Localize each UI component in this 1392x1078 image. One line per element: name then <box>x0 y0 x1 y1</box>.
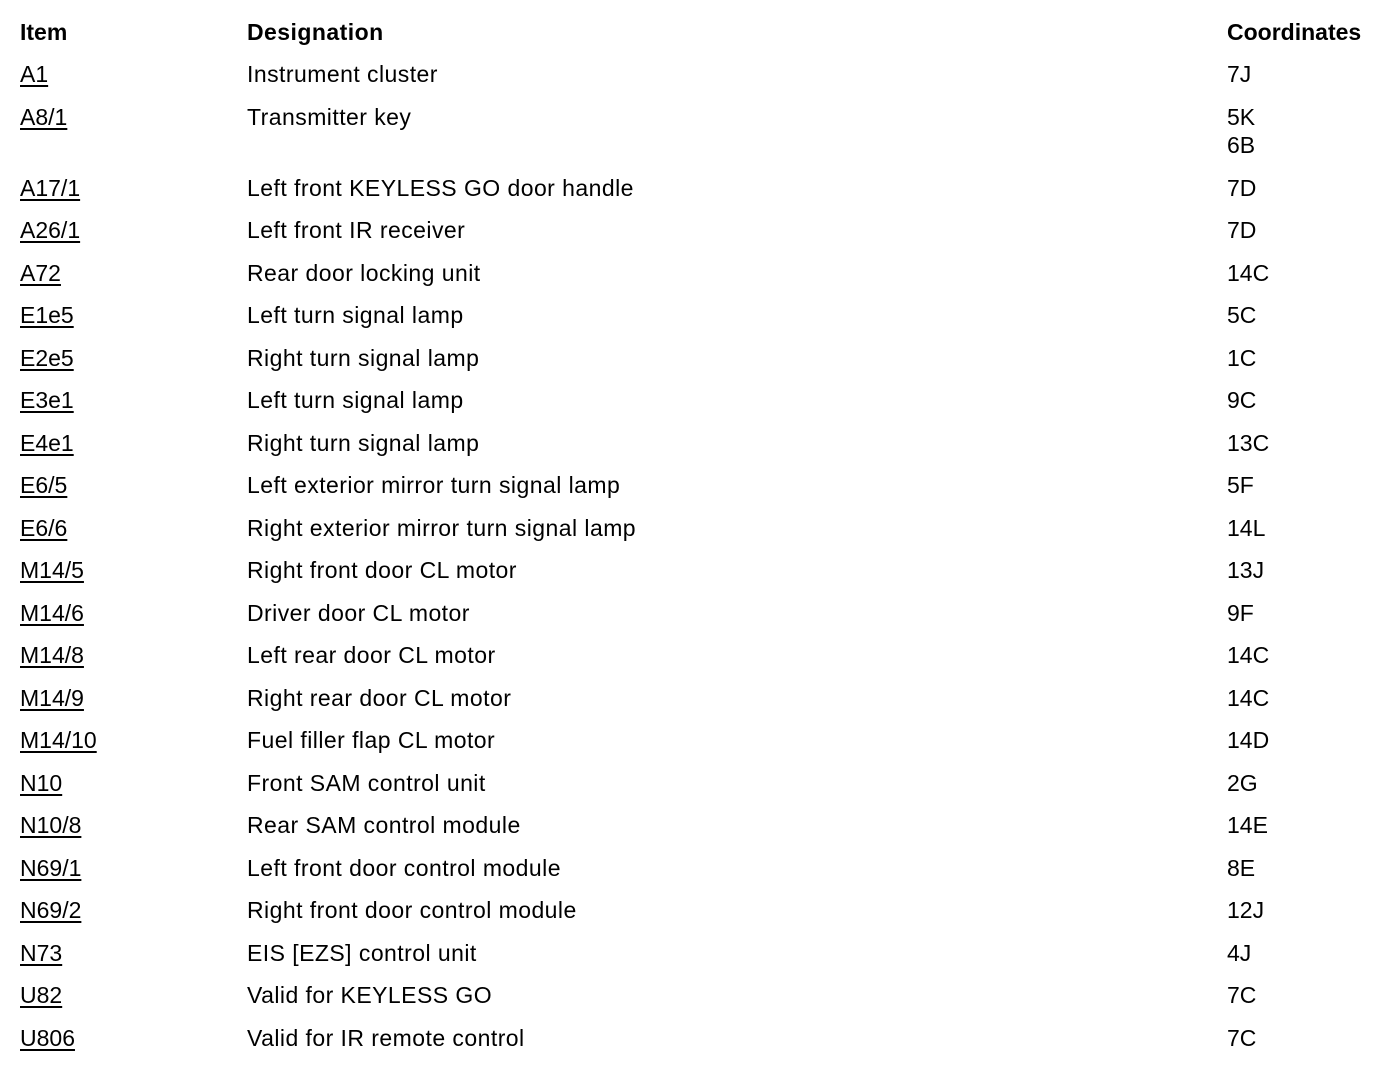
designation-cell: Fuel filler flap CL motor <box>247 727 496 753</box>
item-link[interactable]: E6/5 <box>20 472 68 498</box>
coordinate-value: 12J <box>1227 897 1265 923</box>
designation-cell: Rear door locking unit <box>247 259 481 286</box>
coordinates-cell <box>1227 344 1387 372</box>
designation-cell: Right rear door CL motor <box>247 684 512 711</box>
designation-cell: Right turn signal lamp <box>247 344 480 371</box>
table-row <box>20 301 1380 344</box>
item-cell <box>20 641 240 669</box>
table-row <box>20 981 1380 1024</box>
table-row <box>20 811 1380 854</box>
coordinate-value: 8E <box>1227 854 1256 881</box>
item-link[interactable]: E6/6 <box>20 514 68 541</box>
coordinate-value: 5F <box>1227 472 1254 498</box>
coordinates-cell <box>1227 769 1387 797</box>
designation-cell: Instrument cluster <box>247 61 438 87</box>
item-cell <box>20 981 240 1009</box>
table-row <box>20 103 1380 174</box>
table-row <box>20 896 1380 939</box>
coordinate-value: 14C <box>1227 259 1270 286</box>
header-coordinates: Coordinates <box>1227 19 1362 45</box>
designation-cell: Valid for KEYLESS GO <box>247 982 493 1008</box>
item-cell <box>20 259 240 287</box>
item-link[interactable]: N69/1 <box>20 854 82 881</box>
designation-cell: Right front door control module <box>247 897 577 923</box>
coordinates-cell <box>1227 641 1387 669</box>
designation-cell: Left front door control module <box>247 854 561 881</box>
component-legend-table <box>20 18 1380 1066</box>
designation-cell: Right turn signal lamp <box>247 429 480 456</box>
coordinates-cell <box>1227 896 1387 924</box>
table-row <box>20 854 1380 897</box>
item-cell <box>20 599 240 627</box>
coordinate-value: 2G <box>1227 769 1258 796</box>
table-row <box>20 60 1380 103</box>
coordinates-cell <box>1227 939 1387 967</box>
coordinate-value: 7C <box>1227 1024 1257 1051</box>
coordinates-cell <box>1227 103 1387 159</box>
designation-cell: Front SAM control unit <box>247 769 486 796</box>
table-row <box>20 769 1380 812</box>
item-cell <box>20 301 240 329</box>
table-row <box>20 726 1380 769</box>
item-link[interactable]: E1e5 <box>20 302 74 328</box>
item-cell <box>20 684 240 712</box>
coordinate-value: 1C <box>1227 344 1257 371</box>
item-link[interactable]: E4e1 <box>20 429 74 456</box>
coordinate-value: 7C <box>1227 982 1257 1008</box>
item-link[interactable]: M14/6 <box>20 599 84 626</box>
table-row <box>20 599 1380 642</box>
coordinates-cell <box>1227 174 1387 202</box>
coordinates-cell <box>1227 599 1387 627</box>
item-link[interactable]: E2e5 <box>20 344 74 371</box>
table-row <box>20 259 1380 302</box>
designation-cell: Rear SAM control module <box>247 812 521 838</box>
header-item: Item <box>20 19 68 45</box>
item-link[interactable]: M14/9 <box>20 684 84 711</box>
coordinate-value: 9F <box>1227 599 1254 626</box>
table-header-row <box>20 18 1380 60</box>
item-cell <box>20 514 240 542</box>
table-row <box>20 216 1380 259</box>
item-link[interactable]: N73 <box>20 939 63 966</box>
item-link[interactable]: U806 <box>20 1024 75 1051</box>
coordinates-cell <box>1227 684 1387 712</box>
table-row <box>20 174 1380 217</box>
designation-cell: EIS [EZS] control unit <box>247 939 477 966</box>
table-row <box>20 684 1380 727</box>
designation-cell: Left exterior mirror turn signal lamp <box>247 472 621 498</box>
coordinate-value: 6B <box>1227 131 1256 158</box>
table-row <box>20 641 1380 684</box>
item-link[interactable]: E3e1 <box>20 387 74 413</box>
coordinates-cell <box>1227 471 1387 499</box>
item-cell <box>20 1024 240 1052</box>
coordinates-cell <box>1227 429 1387 457</box>
designation-cell: Left turn signal lamp <box>247 387 464 413</box>
item-link[interactable]: U82 <box>20 982 63 1008</box>
table-row <box>20 939 1380 982</box>
designation-cell: Right front door CL motor <box>247 557 517 583</box>
coordinates-cell <box>1227 386 1387 414</box>
designation-cell: Transmitter key <box>247 103 412 130</box>
item-link[interactable]: M14/5 <box>20 557 84 583</box>
coordinate-value: 14C <box>1227 642 1270 668</box>
coordinate-value: 14E <box>1227 812 1268 838</box>
item-link[interactable]: M14/8 <box>20 642 84 668</box>
item-link[interactable]: A26/1 <box>20 217 81 243</box>
item-link[interactable]: A17/1 <box>20 174 81 201</box>
coordinate-value: 7J <box>1227 61 1252 87</box>
coordinates-cell <box>1227 854 1387 882</box>
coordinates-cell <box>1227 556 1387 584</box>
item-cell <box>20 811 240 839</box>
table-row <box>20 1024 1380 1067</box>
coordinate-value: 4J <box>1227 939 1252 966</box>
coordinate-value: 9C <box>1227 387 1257 413</box>
coordinates-cell <box>1227 259 1387 287</box>
item-link[interactable]: A8/1 <box>20 103 68 130</box>
table-row <box>20 471 1380 514</box>
table-row <box>20 514 1380 557</box>
item-cell <box>20 386 240 414</box>
coordinate-value: 13J <box>1227 557 1265 583</box>
coordinates-cell <box>1227 301 1387 329</box>
item-cell <box>20 769 240 797</box>
coordinate-value: 5K <box>1227 103 1256 130</box>
item-link[interactable]: N10/8 <box>20 812 82 838</box>
header-designation: Designation <box>247 19 384 45</box>
coordinates-cell <box>1227 1024 1387 1052</box>
item-cell <box>20 344 240 372</box>
designation-cell: Left turn signal lamp <box>247 302 464 328</box>
item-cell <box>20 471 240 499</box>
item-link[interactable]: N10 <box>20 769 63 796</box>
item-cell <box>20 429 240 457</box>
designation-cell: Valid for IR remote control <box>247 1024 525 1051</box>
item-link[interactable]: A72 <box>20 259 61 286</box>
item-cell <box>20 216 240 244</box>
designation-cell: Right exterior mirror turn signal lamp <box>247 514 637 541</box>
item-link[interactable]: N69/2 <box>20 897 82 923</box>
item-link[interactable]: M14/10 <box>20 727 97 753</box>
item-cell <box>20 556 240 584</box>
coordinates-cell <box>1227 216 1387 244</box>
coordinate-value: 5C <box>1227 302 1257 328</box>
item-cell <box>20 103 240 131</box>
coordinates-cell <box>1227 726 1387 754</box>
coordinates-cell <box>1227 514 1387 542</box>
designation-cell: Driver door CL motor <box>247 599 470 626</box>
coordinate-value: 14D <box>1227 727 1270 753</box>
table-row <box>20 386 1380 429</box>
item-cell <box>20 854 240 882</box>
item-cell <box>20 939 240 967</box>
item-cell <box>20 174 240 202</box>
item-cell <box>20 60 240 88</box>
coordinates-cell <box>1227 811 1387 839</box>
item-link[interactable]: A1 <box>20 61 49 87</box>
table-row <box>20 556 1380 599</box>
designation-cell: Left front IR receiver <box>247 217 466 243</box>
designation-cell: Left rear door CL motor <box>247 642 496 668</box>
coordinates-cell <box>1227 60 1387 88</box>
designation-cell: Left front KEYLESS GO door handle <box>247 174 634 201</box>
coordinate-value: 7D <box>1227 174 1257 201</box>
table-row <box>20 429 1380 472</box>
coordinate-value: 13C <box>1227 429 1270 456</box>
coordinate-value: 14L <box>1227 514 1266 541</box>
table-row <box>20 344 1380 387</box>
table-body <box>20 60 1380 1066</box>
coordinates-cell <box>1227 981 1387 1009</box>
coordinate-value: 14C <box>1227 684 1270 711</box>
coordinate-value: 7D <box>1227 217 1257 243</box>
item-cell <box>20 896 240 924</box>
item-cell <box>20 726 240 754</box>
